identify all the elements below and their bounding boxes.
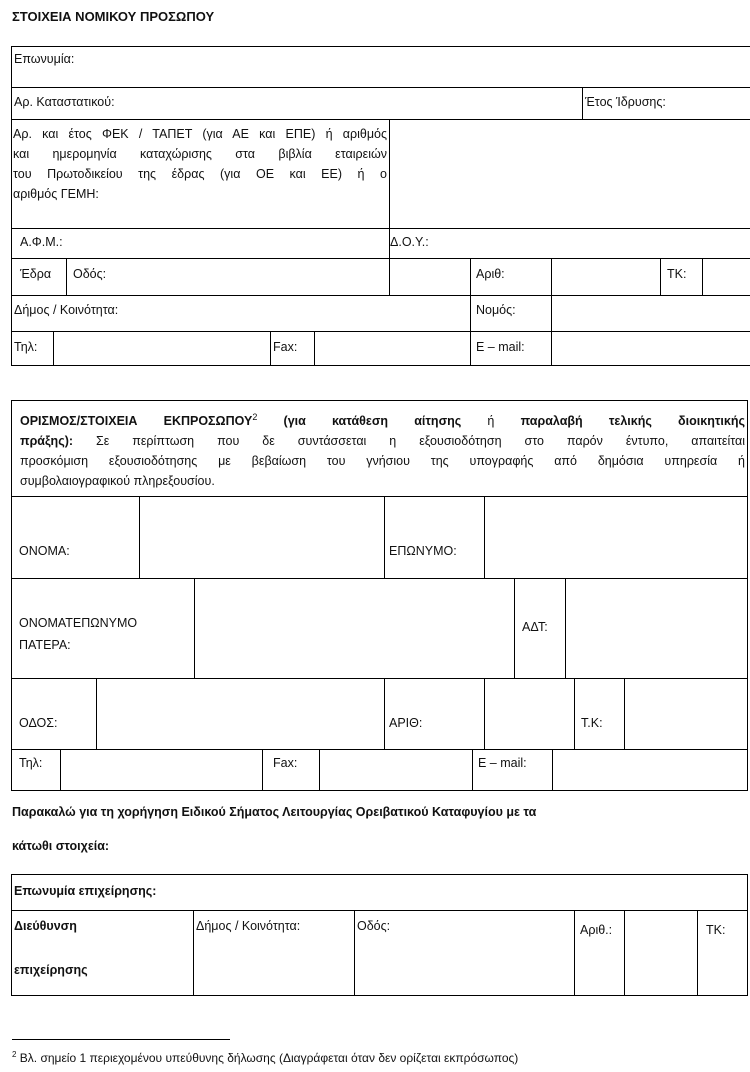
request-text-line-2: κάτωθι στοιχεία: xyxy=(12,839,110,853)
business-number-field[interactable] xyxy=(625,911,696,995)
fek-label-line: και ημερομηνία καταχώρισης στα βιβλία εταιρειών xyxy=(13,147,387,161)
company-name-field[interactable] xyxy=(90,47,748,87)
rep-fax-field[interactable] xyxy=(320,750,471,790)
intro-bold-text: πράξης): xyxy=(20,434,74,449)
rep-postcode-label: Τ.Κ: xyxy=(581,716,603,730)
rep-street-label: ΟΔΟΣ: xyxy=(19,716,58,730)
postcode-field[interactable] xyxy=(703,259,748,295)
rep-surname-label: ΕΠΩΝΥΜΟ: xyxy=(389,544,457,558)
intro-text: ή xyxy=(461,414,521,429)
municipality-label: Δήμος / Κοινότητα: xyxy=(14,303,119,317)
number-label: Αριθ: xyxy=(476,267,505,281)
rep-fax-label: Fax: xyxy=(273,756,298,770)
business-number-label: Αριθ.: xyxy=(580,923,613,937)
rep-email-field[interactable] xyxy=(553,750,746,790)
rep-father-name-label: ΟΝΟΜΑΤΕΠΩΝΥΜΟ xyxy=(19,616,138,630)
rep-phone-label: Τηλ: xyxy=(19,756,43,770)
rep-father-name-field[interactable] xyxy=(195,579,513,678)
business-street-field[interactable] xyxy=(355,935,573,995)
rep-street-field[interactable] xyxy=(97,679,383,749)
intro-text: προσκόμιση εξουσιοδότησης με βεβαίωση του γνήσιου της υπογραφής από δημόσια υπηρεσία ή xyxy=(20,454,745,469)
street-label: Οδός: xyxy=(73,267,107,281)
street-field[interactable] xyxy=(115,259,388,295)
intro-bold-text: (για κατάθεση αίτησης xyxy=(257,414,462,429)
rep-first-name-label: ΟΝΟΜΑ: xyxy=(19,544,70,558)
email-label: E – mail: xyxy=(476,340,525,354)
intro-bold-text: παραλαβή τελικής διοικητικής xyxy=(520,414,745,429)
seat-label: Έδρα xyxy=(20,267,52,281)
representative-intro xyxy=(20,407,745,491)
business-address-label-2: επιχείρησης xyxy=(14,963,88,977)
fek-label-line: αριθμός ΓΕΜΗ: xyxy=(13,187,99,201)
business-municipality-field[interactable] xyxy=(194,935,353,995)
company-name-label: Επωνυμία: xyxy=(14,52,75,66)
statute-number-field[interactable] xyxy=(140,88,580,119)
rep-phone-field[interactable] xyxy=(61,750,261,790)
rep-id-label: ΑΔΤ: xyxy=(522,620,548,634)
founding-year-label: Έτος Ίδρυσης: xyxy=(585,95,666,109)
fax-field[interactable] xyxy=(315,332,469,365)
business-name-field[interactable] xyxy=(180,875,746,910)
rep-father-name-label-2: ΠΑΤΕΡΑ: xyxy=(19,638,71,652)
rep-number-field[interactable] xyxy=(485,679,573,749)
founding-year-field[interactable] xyxy=(680,88,748,119)
business-postcode-field[interactable] xyxy=(698,940,746,995)
doy-field[interactable] xyxy=(440,229,748,258)
prefecture-field[interactable] xyxy=(552,296,748,331)
statute-number-label: Αρ. Καταστατικού: xyxy=(14,95,115,109)
footnote xyxy=(12,1047,518,1066)
intro-text: συμβολαιογραφικού πληρεξουσίου. xyxy=(20,474,215,489)
business-street-label: Οδός: xyxy=(357,919,391,933)
rep-postcode-field[interactable] xyxy=(625,679,746,749)
business-address-label: Διεύθυνση xyxy=(14,919,77,933)
business-municipality-label: Δήμος / Κοινότητα: xyxy=(196,919,301,933)
business-postcode-label: ΤΚ: xyxy=(706,923,726,937)
footnote-ref: 2 xyxy=(252,412,258,422)
rep-first-name-field[interactable] xyxy=(140,497,383,578)
intro-text: Σε περίπτωση που δε συντάσσεται η εξουσιοδότηση στο παρόν έντυπο, απαιτείται xyxy=(73,434,745,449)
footnote-divider xyxy=(12,1039,230,1040)
business-name-label: Επωνυμία επιχείρησης: xyxy=(14,884,157,898)
fek-label-line: Αρ. και έτος ΦΕΚ / ΤΑΠΕΤ (για ΑΕ και ΕΠΕ) ή αριθμός xyxy=(13,127,387,141)
fek-registration-label xyxy=(13,124,387,204)
request-text-line-1: Παρακαλώ για τη χορήγηση Ειδικού Σήματος Λειτουργίας Ορειβατικού Καταφυγίου με τα xyxy=(12,805,537,819)
legal-entity-heading: ΣΤΟΙΧΕΙΑ ΝΟΜΙΚΟΥ ΠΡΟΣΩΠΟΥ xyxy=(12,9,215,24)
fek-registration-field[interactable] xyxy=(391,120,748,228)
fek-label-line: του Πρωτοδικείου της έδρας (για ΟΕ και ΕΕ) ή ο xyxy=(13,167,387,181)
phone-field[interactable] xyxy=(54,332,269,365)
afm-field[interactable] xyxy=(80,229,387,258)
footnote-text: Βλ. σημείο 1 περιεχομένου υπεύθυνης δήλωσης (Διαγράφεται όταν δεν ορίζεται εκπρόσωπος) xyxy=(16,1051,519,1065)
postcode-label: ΤΚ: xyxy=(667,267,687,281)
phone-label: Τηλ: xyxy=(14,340,38,354)
representative-heading: ΟΡΙΣΜΟΣ/ΣΤΟΙΧΕΙΑ ΕΚΠΡΟΣΩΠΟΥ xyxy=(20,414,253,429)
rep-number-label: ΑΡΙΘ: xyxy=(389,716,423,730)
prefecture-label: Νομός: xyxy=(476,303,516,317)
rep-email-label: E – mail: xyxy=(478,756,527,770)
fax-label: Fax: xyxy=(273,340,298,354)
footnote-marker: 2 xyxy=(12,1050,17,1059)
number-field[interactable] xyxy=(552,259,659,295)
rep-surname-field[interactable] xyxy=(485,497,746,578)
doy-label: Δ.Ο.Υ.: xyxy=(390,235,429,249)
rep-id-field[interactable] xyxy=(566,579,746,678)
email-field[interactable] xyxy=(552,332,748,365)
municipality-field[interactable] xyxy=(150,296,468,331)
afm-label: Α.Φ.Μ.: xyxy=(20,235,63,249)
